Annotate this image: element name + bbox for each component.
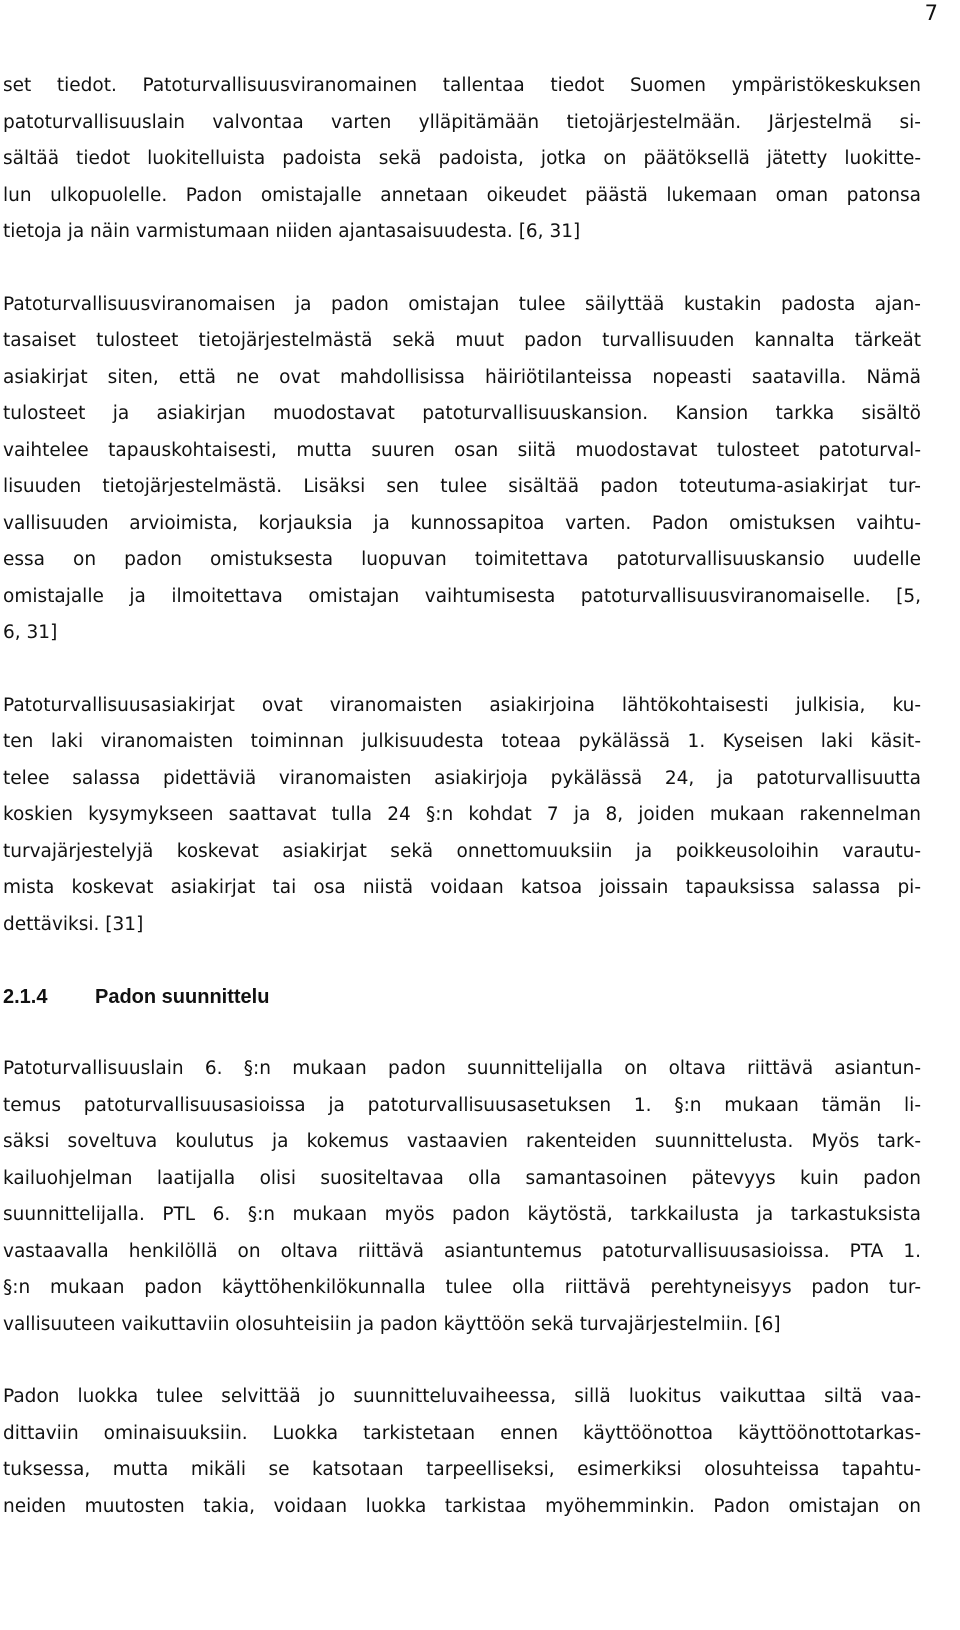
paragraph-gap: [3, 943, 921, 979]
text-line: vastaavalla henkilöllä on oltava riittävä asiantuntemus patoturvallisuusasioissa. PTA 1.: [3, 1240, 921, 1262]
text-line: vallisuuden arvioimista, korjauksia ja kunnossapitoa varten. Padon omistuksen vaihtu-: [3, 512, 921, 534]
text-line: tulosteet ja asiakirjan muodostavat patoturvallisuuskansion. Kansion tarkka sisältö: [3, 403, 921, 424]
text-line: Patoturvallisuusasiakirjat ovat viranomaisten asiakirjoina lähtökohtaisesti julkisia, ku-: [3, 694, 921, 716]
text-line: suunnittelijalla. PTL 6. §:n mukaan myös padon käytöstä, tarkkailusta ja tarkastuksista: [3, 1204, 921, 1225]
text-line: omistajalle ja ilmoitettava omistajan vaihtumisesta patoturvallisuusviranomaiselle. [5,: [3, 585, 921, 607]
text-line: ten laki viranomaisten toiminnan julkisuudesta toteaa pykälässä 1. Kyseisen laki käsit-: [3, 731, 921, 752]
text-line: Patoturvallisuuslain 6. §:n mukaan padon suunnittelijalla on oltava riittävä asiantun-: [3, 1058, 921, 1079]
section-title: Padon suunnittelu: [95, 986, 270, 1008]
section-heading: [3, 979, 921, 1015]
text-line: turvajärjestelyjä koskevat asiakirjat sekä onnettomuuksiin ja poikkeusoloihin varautu-: [3, 840, 921, 862]
text-line: essa on padon omistuksesta luopuvan toimitettava patoturvallisuuskansio uudelle: [3, 549, 921, 570]
text-line: asiakirjat siten, että ne ovat mahdollisissa häiriötilanteissa nopeasti saatavilla. Nämä: [3, 366, 921, 388]
text-line: Patoturvallisuusviranomaisen ja padon omistajan tulee säilyttää kustakin padosta ajan-: [3, 293, 921, 315]
paragraph-public-documents: [3, 688, 921, 944]
text-line: mista koskevat asiakirjat tai osa niistä voidaan katsoa joissain tapauksissa salassa pi-: [3, 877, 921, 898]
text-line: tietoja ja näin varmistumaan niiden ajantasaisuudesta. [6, 31]: [3, 221, 581, 242]
text-line: tasaiset tulosteet tietojärjestelmästä sekä muut padon turvallisuuden kannalta tärkeät: [3, 330, 921, 351]
document-body: [3, 68, 921, 1525]
text-line: 6, 31]: [3, 622, 58, 643]
paragraph-gap: [3, 652, 921, 688]
section-number: 2.1.4: [3, 986, 48, 1008]
text-line: patoturvallisuuslain valvontaa varten ylläpitämään tietojärjestelmään. Järjestelmä si-: [3, 111, 921, 133]
text-line: dettäviksi. [31]: [3, 913, 144, 935]
text-line: temus patoturvallisuusasioissa ja patoturvallisuusasetuksen 1. §:n mukaan tämän li-: [3, 1094, 921, 1116]
paragraph-gap: [3, 251, 921, 287]
text-line: neiden muutosten takia, voidaan luokka tarkistaa myöhemminkin. Padon omistajan on: [3, 1495, 921, 1517]
paragraph-gap: [3, 1343, 921, 1379]
text-line: sältää tiedot luokitelluista padoista sekä padoista, jotka on päätöksellä jätetty luokitte-: [3, 148, 921, 169]
paragraph-dam-safety-database: [3, 68, 921, 251]
text-line: lun ulkopuolelle. Padon omistajalle annetaan oikeudet päästä lukemaan oman patonsa: [3, 184, 921, 206]
text-line: vaihtelee tapauskohtaisesti, mutta suuren osan siitä muodostavat tulosteet patoturval-: [3, 439, 921, 461]
text-line: tuksessa, mutta mikäli se katsotaan tarpeelliseksi, esimerkiksi olosuhteissa tapahtu-: [3, 1459, 921, 1480]
paragraph-designer-competence: [3, 1051, 921, 1343]
paragraph-dam-class: [3, 1379, 921, 1525]
text-line: set tiedot. Patoturvallisuusviranomainen tallentaa tiedot Suomen ympäristökeskuksen: [3, 75, 921, 96]
text-line: §:n mukaan padon käyttöhenkilökunnalla tulee olla riittävä perehtyneisyys padon tur-: [3, 1277, 921, 1298]
paragraph-safety-folder: [3, 287, 921, 652]
text-line: koskien kysymykseen saattavat tulla 24 §:n kohdat 7 ja 8, joiden mukaan rakennelman: [3, 804, 921, 825]
text-line: säksi soveltuva koulutus ja kokemus vastaavien rakenteiden suunnittelusta. Myös tark-: [3, 1131, 921, 1152]
page-number: 7: [924, 1, 938, 25]
text-line: kailuohjelman laatijalla olisi suositeltavaa olla samantasoinen pätevyys kuin padon: [3, 1167, 921, 1189]
paragraph-gap: [3, 1015, 921, 1051]
text-line: lisuuden tietojärjestelmästä. Lisäksi sen tulee sisältää padon toteutuma-asiakirjat tur-: [3, 476, 921, 497]
text-line: telee salassa pidettäviä viranomaisten asiakirjoja pykälässä 24, ja patoturvallisuutta: [3, 767, 921, 789]
text-line: dittaviin ominaisuuksiin. Luokka tarkistetaan ennen käyttöönottoa käyttöönottotarkas-: [3, 1422, 921, 1444]
text-line: Padon luokka tulee selvittää jo suunnitteluvaiheessa, sillä luokitus vaikuttaa siltä vaa-: [3, 1386, 921, 1407]
text-line: vallisuuteen vaikuttaviin olosuhteisiin ja padon käyttöön sekä turvajärjestelmiin. [6]: [3, 1313, 781, 1335]
